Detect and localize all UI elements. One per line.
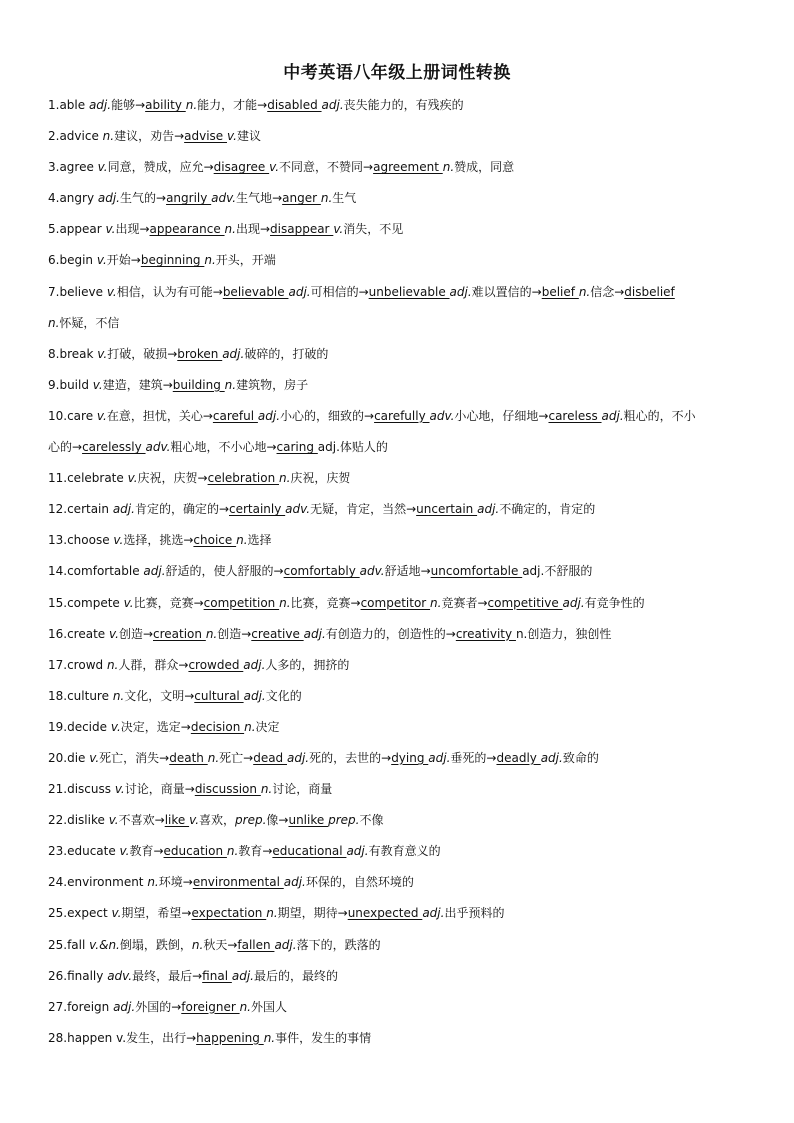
entry-line <box>48 96 752 127</box>
part-of-speech: v. <box>109 626 119 641</box>
entry-text: 16.create <box>48 626 109 641</box>
entry-text: 建筑物，房子 <box>236 377 309 392</box>
part-of-speech: adj. <box>287 750 310 765</box>
part-of-speech: n. <box>147 875 159 890</box>
entry-text: 无疑，肯定，当然→ <box>310 502 417 517</box>
entry-text: 有创造力的，创造性的→ <box>325 626 456 641</box>
derived-word: creation <box>153 626 206 641</box>
part-of-speech: adv. <box>107 968 133 983</box>
entry-line <box>48 873 752 904</box>
entry-text: 决定 <box>255 719 280 734</box>
entry-line <box>48 345 752 376</box>
part-of-speech: adj. <box>288 284 311 299</box>
part-of-speech: n. <box>112 688 125 703</box>
entry-text: 怀疑，不信 <box>59 315 120 330</box>
derived-word: disappear <box>270 222 334 237</box>
derived-word: expectation <box>191 906 267 921</box>
entry-text: 丧失能力的，有残疾的 <box>343 98 464 112</box>
entry-text: 22.dislike <box>48 813 109 828</box>
part-of-speech: v. <box>96 408 107 423</box>
derived-word: certainly <box>229 502 286 517</box>
entry-text: 选择，挑选→ <box>123 533 194 548</box>
entry-line <box>48 127 752 158</box>
derived-word: competition <box>203 595 280 610</box>
derived-word: broken <box>177 346 223 361</box>
derived-word: education <box>163 844 227 859</box>
part-of-speech: n. <box>224 222 236 237</box>
entry-text: 比赛，竞赛→ <box>290 595 361 610</box>
entry-text: 15.compete <box>48 595 124 610</box>
entry-text: 死的，去世的→ <box>309 750 392 765</box>
entry-text: 25.expect <box>48 906 112 921</box>
entry-text: 创造→ <box>118 626 153 641</box>
entry-text: 事件，发生的事情 <box>275 1030 372 1045</box>
derived-word: creative <box>251 626 304 641</box>
part-of-speech: adv. <box>359 564 385 579</box>
entry-text: 生气 <box>332 191 357 206</box>
entry-text: 24.environment <box>48 875 148 890</box>
entry-text: 6.begin <box>48 253 97 268</box>
entry-text: 出现→ <box>235 222 271 237</box>
part-of-speech: n. <box>205 626 218 641</box>
part-of-speech: v. <box>105 222 116 237</box>
entry-text: 喜欢， <box>199 813 236 828</box>
part-of-speech: adj. <box>477 502 500 517</box>
derived-word: final <box>202 968 232 983</box>
derived-word: fallen <box>237 937 275 952</box>
part-of-speech: n. <box>224 377 237 392</box>
derived-word: unlike <box>288 813 329 828</box>
entry-text: 庆祝，庆贺 <box>290 471 351 486</box>
entry-line <box>48 407 752 438</box>
entry-text: 庆祝，庆贺→ <box>137 471 208 486</box>
entry-text: 死亡→ <box>219 750 254 765</box>
entry-text: 教育→ <box>129 844 164 859</box>
part-of-speech: n. <box>226 844 239 859</box>
entry-text: 最后的，最终的 <box>253 968 338 983</box>
entry-text: 外国人 <box>251 999 288 1014</box>
entry-text: 2.advice <box>48 129 103 144</box>
part-of-speech: n. <box>279 595 291 610</box>
derived-word: angrily <box>166 191 212 206</box>
entry-text: 9.build <box>48 377 93 392</box>
entry-text: 肯定的，确定的→ <box>134 502 229 517</box>
part-of-speech: v. <box>92 377 103 392</box>
part-of-speech: adj. <box>243 657 266 672</box>
derived-word: discussion <box>194 782 261 797</box>
entry-text: 小心地，仔细地→ <box>454 408 549 423</box>
entry-text: 教育→ <box>238 844 273 859</box>
part-of-speech: n. <box>430 595 442 610</box>
entry-text: 14.comfortable <box>48 564 144 579</box>
part-of-speech: prep. <box>235 813 267 828</box>
derived-word: comfortably <box>283 564 360 579</box>
entry-line <box>48 158 752 189</box>
part-of-speech: adj. <box>562 595 585 610</box>
derived-word: choice <box>193 533 237 548</box>
entry-text: 外国的→ <box>135 999 182 1014</box>
derived-word: believable <box>222 284 289 299</box>
entry-text: 信念→ <box>590 284 625 299</box>
derived-word: uncomfortable <box>430 564 523 579</box>
part-of-speech: v. <box>227 129 237 144</box>
part-of-speech: n. <box>102 129 115 144</box>
part-of-speech: adj. <box>321 98 344 112</box>
entry-text: adj. <box>317 440 340 455</box>
part-of-speech: v.&n. <box>89 937 120 952</box>
part-of-speech: n. <box>48 315 60 330</box>
entry-text: 建议 <box>236 129 261 144</box>
entry-line <box>48 594 752 625</box>
entry-text: 可相信的→ <box>310 284 369 299</box>
word-entry-list <box>48 96 752 1060</box>
entry-text: 舒适地→ <box>384 564 431 579</box>
part-of-speech: adj. <box>449 284 472 299</box>
part-of-speech: n. <box>279 471 291 486</box>
part-of-speech: adj. <box>143 564 166 579</box>
entry-text: 出乎预料的 <box>444 906 505 921</box>
part-of-speech: adj. <box>274 937 297 952</box>
entry-text: 粗心地，不小心地→ <box>170 440 277 455</box>
entry-text: 相信，认为有可能→ <box>116 284 223 299</box>
derived-word: disabled <box>267 98 322 112</box>
derived-word: cultural <box>194 688 244 703</box>
derived-word: dead <box>253 750 287 765</box>
entry-text: 创造→ <box>217 626 252 641</box>
entry-text: adj. <box>522 564 545 579</box>
derived-word: unexpected <box>347 906 423 921</box>
part-of-speech: v. <box>106 284 117 299</box>
entry-text: 不舒服的 <box>544 564 593 579</box>
entry-text: 开头，开端 <box>215 253 276 268</box>
entry-text: 能力，才能→ <box>197 98 268 112</box>
part-of-speech: adj. <box>97 191 120 206</box>
derived-word: careful <box>212 408 258 423</box>
entry-text: 21.discuss <box>48 782 115 797</box>
entry-text: 比赛，竞赛→ <box>133 595 204 610</box>
part-of-speech: v. <box>269 160 280 175</box>
entry-line <box>48 687 752 718</box>
part-of-speech: v. <box>333 222 344 237</box>
part-of-speech: n. <box>578 284 591 299</box>
derived-word: building <box>172 377 225 392</box>
part-of-speech: v. <box>189 813 200 828</box>
part-of-speech: adj. <box>346 844 369 859</box>
entry-text: 18.culture <box>48 688 113 703</box>
entry-line <box>48 469 752 500</box>
entry-text: 讨论，商量 <box>272 782 333 797</box>
entry-line <box>48 811 752 842</box>
entry-text: 有教育意义的 <box>368 844 441 859</box>
derived-word: carelessly <box>82 440 146 455</box>
entry-text: 4.angry <box>48 191 98 206</box>
entry-text: 19.decide <box>48 719 111 734</box>
part-of-speech: v. <box>111 906 122 921</box>
derived-word: appearance <box>149 222 225 237</box>
entry-text: 落下的，跌落的 <box>296 937 381 952</box>
derived-word: deadly <box>496 750 541 765</box>
derived-word: beginning <box>140 253 205 268</box>
derived-word: educational <box>272 844 347 859</box>
part-of-speech: v. <box>123 595 134 610</box>
derived-word: like <box>164 813 190 828</box>
part-of-speech: n. <box>244 719 256 734</box>
entry-text: 消失，不见 <box>343 222 404 237</box>
part-of-speech: v. <box>108 813 119 828</box>
part-of-speech: n. <box>106 657 119 672</box>
entry-text: 赞成，同意 <box>454 160 515 175</box>
entry-text: 垂死的→ <box>450 750 497 765</box>
entry-text: 像→ <box>266 813 289 828</box>
entry-text: n. <box>515 626 528 641</box>
derived-word: crowded <box>188 657 244 672</box>
derived-word: unbelievable <box>368 284 450 299</box>
derived-word: ability <box>145 98 186 112</box>
entry-text: 人群，群众→ <box>118 657 189 672</box>
entry-text: 10.care <box>48 408 97 423</box>
part-of-speech: adj. <box>422 906 445 921</box>
derived-word: decision <box>190 719 245 734</box>
entry-text: 能够→ <box>111 98 146 112</box>
entry-text: 讨论，商量→ <box>124 782 195 797</box>
entry-text: 13.choose <box>48 533 114 548</box>
entry-text: 不确定的，肯定的 <box>499 502 596 517</box>
part-of-speech: v. <box>97 346 108 361</box>
part-of-speech: v. <box>113 533 124 548</box>
part-of-speech: n. <box>442 160 455 175</box>
entry-text: 建造，建筑→ <box>102 377 173 392</box>
entry-line <box>48 842 752 873</box>
entry-text: 11.celebrate <box>48 471 128 486</box>
entry-line <box>48 718 752 749</box>
part-of-speech: adj. <box>231 968 254 983</box>
entry-line <box>48 904 752 935</box>
entry-text: 竞赛者→ <box>441 595 488 610</box>
entry-text: 5.appear <box>48 222 106 237</box>
derived-word: environmental <box>192 875 284 890</box>
entry-text: 17.crowd <box>48 657 107 672</box>
part-of-speech: adv. <box>145 440 171 455</box>
entry-text: 不像 <box>359 813 384 828</box>
part-of-speech: v. <box>89 750 100 765</box>
derived-word: careless <box>548 408 602 423</box>
part-of-speech: adj. <box>540 750 563 765</box>
entry-text: 生气的→ <box>120 191 167 206</box>
part-of-speech: adv. <box>429 408 455 423</box>
entry-line <box>48 189 752 220</box>
part-of-speech: adj. <box>283 875 306 890</box>
derived-word: caring <box>276 440 318 455</box>
entry-text: 创造力，独创性 <box>527 626 612 641</box>
derived-word: foreigner <box>181 999 240 1014</box>
entry-text: 12.certain <box>48 502 113 517</box>
part-of-speech: prep. <box>328 813 360 828</box>
entry-text: 有竞争性的 <box>584 595 645 610</box>
part-of-speech: n. <box>239 999 251 1014</box>
derived-word: death <box>169 750 208 765</box>
entry-text: 期望，期待→ <box>277 906 348 921</box>
derived-word: creativity <box>455 626 516 641</box>
entry-line <box>48 967 752 998</box>
entry-text: 不同意，不赞同→ <box>279 160 374 175</box>
entry-text: 期望，希望→ <box>121 906 192 921</box>
derived-word: dying <box>391 750 429 765</box>
entry-line <box>48 376 752 407</box>
entry-text: v. <box>116 1030 127 1045</box>
entry-text: 死亡，消失→ <box>99 750 170 765</box>
entry-text: 不喜欢→ <box>118 813 165 828</box>
derived-word: agreement <box>373 160 443 175</box>
entry-text: 环境→ <box>158 875 193 890</box>
derived-word: disbelief <box>624 284 675 299</box>
entry-line <box>48 314 752 345</box>
part-of-speech: v. <box>110 719 121 734</box>
part-of-speech: v. <box>127 471 138 486</box>
part-of-speech: adj. <box>243 688 266 703</box>
entry-text: 同意，赞成，应允→ <box>107 160 214 175</box>
entry-text: 开始→ <box>106 253 141 268</box>
part-of-speech: adj. <box>257 408 281 423</box>
entry-text: 难以置信的→ <box>471 284 542 299</box>
derived-word: happening <box>196 1030 264 1045</box>
part-of-speech: v. <box>96 253 107 268</box>
part-of-speech: n. <box>191 937 204 952</box>
entry-text: 7.believe <box>48 284 107 299</box>
part-of-speech: n. <box>236 533 248 548</box>
part-of-speech: n. <box>263 1030 276 1045</box>
entry-text: 体贴人的 <box>339 440 388 455</box>
part-of-speech: adv. <box>211 191 237 206</box>
entry-line <box>48 251 752 282</box>
entry-line <box>48 562 752 593</box>
entry-line <box>48 500 752 531</box>
entry-text: 23.educate <box>48 844 120 859</box>
entry-text: 舒适的，使人舒服的→ <box>165 564 284 579</box>
entry-text: 27.foreign <box>48 999 114 1014</box>
entry-text: 破碎的，打破的 <box>244 346 329 361</box>
entry-text: 28.happen <box>48 1030 117 1045</box>
part-of-speech: adj. <box>88 98 112 112</box>
entry-text: 建议，劝告→ <box>114 129 185 144</box>
entry-text: 3.agree <box>48 160 98 175</box>
entry-text: 生气地→ <box>236 191 283 206</box>
part-of-speech: n. <box>204 253 216 268</box>
derived-word: competitive <box>487 595 563 610</box>
part-of-speech: adj. <box>601 408 624 423</box>
entry-text: 发生，出行→ <box>126 1030 197 1045</box>
entry-text: 选择 <box>247 533 272 548</box>
entry-line <box>48 1029 752 1060</box>
entry-line <box>48 656 752 687</box>
derived-word: competitor <box>360 595 431 610</box>
entry-line <box>48 625 752 656</box>
entry-text: 1.able <box>48 98 89 112</box>
part-of-speech: adj. <box>303 626 326 641</box>
entry-line <box>48 998 752 1029</box>
document-title: 中考英语八年级上册词性转换 <box>283 63 511 83</box>
entry-text: 8.break <box>48 346 98 361</box>
part-of-speech: adj. <box>222 346 245 361</box>
derived-word: belief <box>541 284 579 299</box>
entry-text: 决定，选定→ <box>120 719 191 734</box>
derived-word: advise <box>184 129 227 144</box>
entry-line <box>48 283 752 314</box>
entry-line <box>48 780 752 811</box>
entry-text: 心的→ <box>48 440 83 455</box>
part-of-speech: n. <box>320 191 333 206</box>
derived-word: celebration <box>207 471 279 486</box>
part-of-speech: n. <box>266 906 278 921</box>
entry-line <box>48 531 752 562</box>
entry-line <box>48 438 752 469</box>
entry-text: 20.die <box>48 750 90 765</box>
entry-text: 在意，担忧，关心→ <box>106 408 213 423</box>
entry-text: 倒塌，跌倒， <box>119 937 192 952</box>
entry-text: 出现→ <box>115 222 150 237</box>
entry-text: 文化的 <box>265 688 302 703</box>
part-of-speech: adj. <box>112 502 135 517</box>
part-of-speech: n. <box>260 782 273 797</box>
entry-text: 人多的，拥挤的 <box>265 657 350 672</box>
entry-text: 环保的，自然环境的 <box>305 875 414 890</box>
part-of-speech: v. <box>97 160 108 175</box>
part-of-speech: n. <box>207 750 220 765</box>
part-of-speech: adv. <box>285 502 311 517</box>
derived-word: carefully <box>374 408 430 423</box>
derived-word: anger <box>282 191 321 206</box>
entry-line <box>48 936 752 967</box>
derived-word: disagree <box>213 160 270 175</box>
part-of-speech: adj. <box>428 750 451 765</box>
entry-text: 25.fall <box>48 937 90 952</box>
entry-line <box>48 220 752 251</box>
entry-text: 秋天→ <box>203 937 238 952</box>
entry-text: 文化，文明→ <box>124 688 195 703</box>
part-of-speech: adj. <box>113 999 136 1014</box>
part-of-speech: v. <box>119 844 130 859</box>
entry-line <box>48 749 752 780</box>
part-of-speech: n. <box>185 98 198 112</box>
entry-text: 致命的 <box>562 750 599 765</box>
entry-text: 最终，最后→ <box>132 968 203 983</box>
part-of-speech: v. <box>114 782 125 797</box>
entry-text: 26.finally <box>48 968 108 983</box>
derived-word: uncertain <box>416 502 478 517</box>
entry-text: 粗心的，不小 <box>623 408 696 423</box>
entry-text: 小心的，细致的→ <box>280 408 375 423</box>
entry-text: 打破，破损→ <box>107 346 178 361</box>
